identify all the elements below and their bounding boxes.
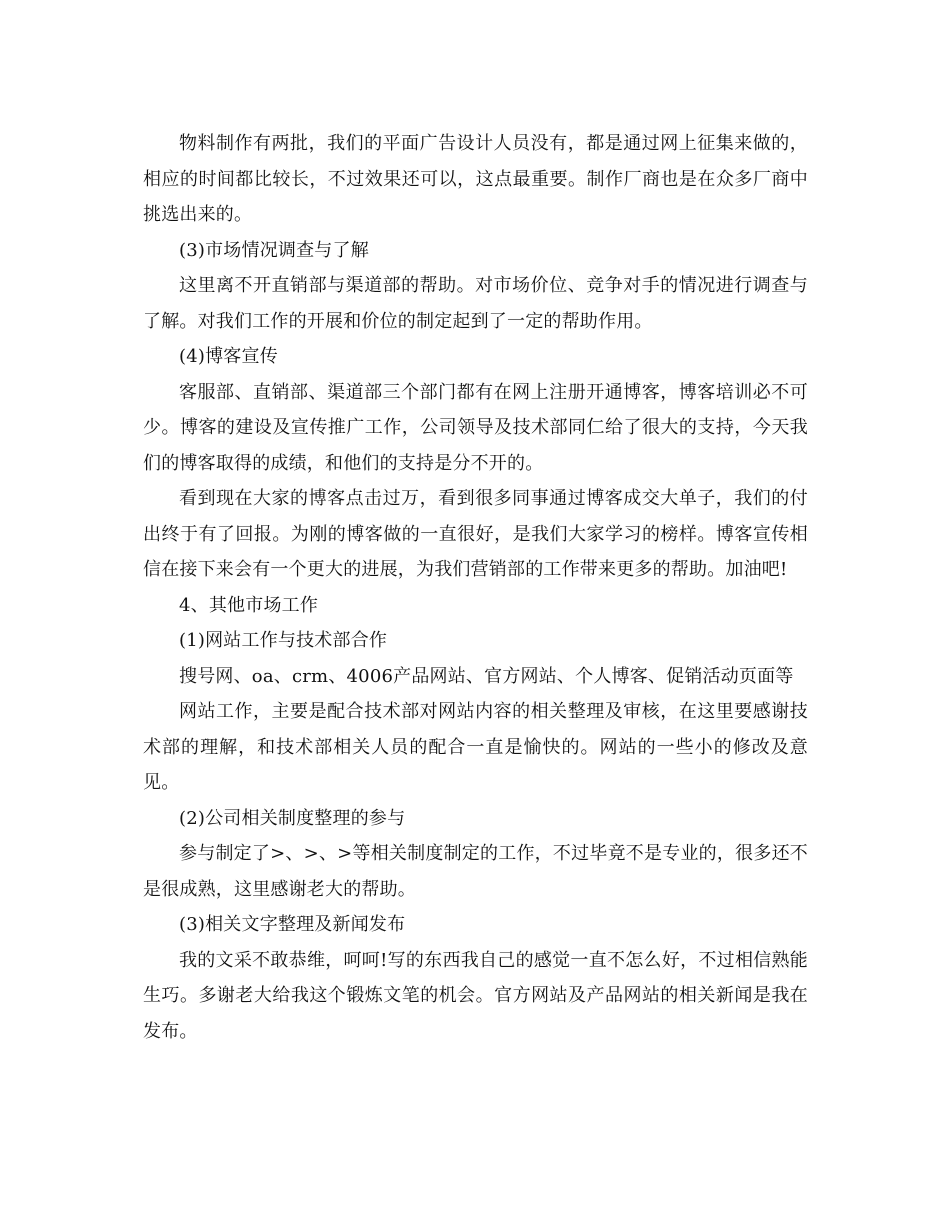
- heading-text-news: (3)相关文字整理及新闻发布: [179, 914, 406, 935]
- heading-website-cooperation: (1)网站工作与技术部合作: [179, 630, 388, 651]
- heading-company-rules: (2)公司相关制度整理的参与: [179, 807, 406, 829]
- heading-other-market-work: 4、其他市场工作: [179, 594, 319, 616]
- document-body: [143, 126, 808, 1049]
- paragraph-text-news: 我的文采不敢恭维，呵呵!写的东西我自己的感觉一直不怎么好，不过相信熟能生巧。多谢老大给我这个锻炼文笔的机会。官方网站及产品网站的相关新闻是我在发布。: [143, 949, 808, 1042]
- heading-market-survey: (3)市场情况调查与了解: [179, 239, 369, 261]
- paragraph-materials: 物料制作有两批，我们的平面广告设计人员没有，都是通过网上征集来做的，相应的时间都比较长，不过效果还可以，这点最重要。制作厂商也是在众多厂商中挑选出来的。: [143, 133, 808, 225]
- paragraph-website-work: 网站工作，主要是配合技术部对网站内容的相关整理及审核，在这里要感谢技术部的理解，和技术部相关人员的配合一直是愉快的。网站的一些小的修改及意见。: [143, 701, 808, 793]
- paragraph-market-survey: 这里离不开直销部与渠道部的帮助。对市场价位、竞争对手的情况进行调查与了解。对我们工作的开展和价位的制定起到了一定的帮助作用。: [143, 275, 808, 332]
- paragraph-blog-1: 客服部、直销部、渠道部三个部门都有在网上注册开通博客，博客培训必不可少。博客的建设及宣传推广工作，公司领导及技术部同仁给了很大的支持，今天我们的博客取得的成绩，和他们的支持是分不开的。: [143, 381, 808, 474]
- paragraph-blog-2: 看到现在大家的博客点击过万，看到很多同事通过博客成交大单子，我们的付出终于有了回报。为刚的博客做的一直很好，是我们大家学习的榜样。博客宣传相信在接下来会有一个更大的进展，为我们营销部的工作带来更多的帮助。加油吧!: [143, 488, 808, 580]
- paragraph-website-list: 搜号网、oa、crm、4006产品网站、官方网站、个人博客、促销活动页面等: [179, 665, 794, 687]
- paragraph-company-rules: 参与制定了>、>、>等相关制度制定的工作，不过毕竟不是专业的，很多还不是很成熟，这里感谢老大的帮助。: [143, 843, 808, 900]
- heading-blog: (4)博客宣传: [179, 346, 278, 367]
